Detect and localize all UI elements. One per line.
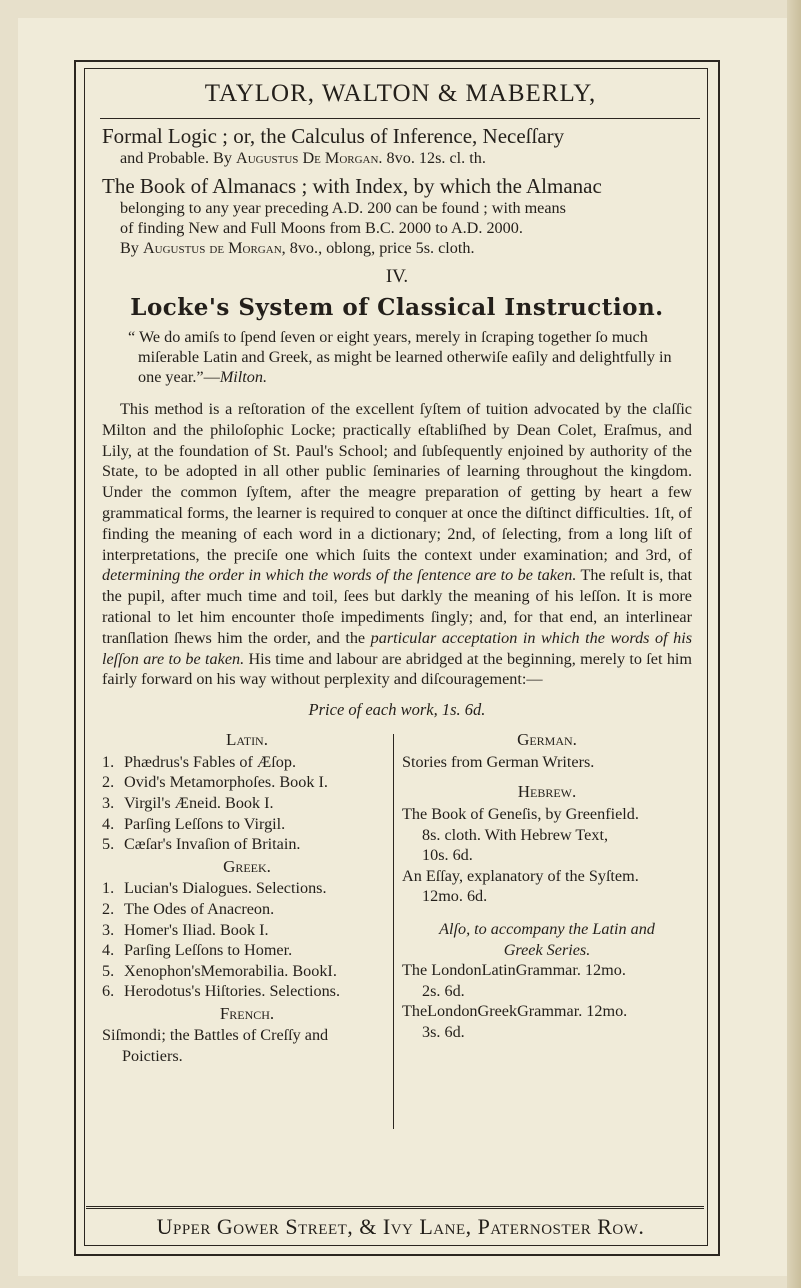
entry-title: Formal Logic ; or, the Calculus of Inference, Neceſſary [102, 124, 565, 148]
price-line: Price of each work, 1s. 6d. [308, 700, 486, 720]
latin-heading: Latin. [226, 730, 268, 750]
german-item: Stories from German Writers. [402, 752, 595, 771]
entry-details: and Probable. By Augustus De Morgan. 8vo. 12s. cl. th. [120, 149, 486, 167]
german-heading: German. [517, 730, 577, 750]
author-name: Augustus De Morgan. [236, 149, 383, 167]
author-name: Augustus de Morgan, [142, 239, 286, 257]
list-item: 3. Virgil's Æneid. Book I. [102, 793, 274, 812]
entry-title: The Book of Almanacs ; with Index, by which the Almanac [102, 174, 602, 198]
greek-heading: Greek. [223, 856, 271, 876]
footer-rule [86, 1206, 704, 1209]
series-listing [102, 728, 692, 1143]
list-item: 3. Homer's Iliad. Book I. [102, 920, 269, 939]
right-column: German. Stories from German Writers. Hebrew. The Book of Geneſis, by Greenfield. 8s. cloth. With Hebrew Text, 10s. 6d. An Eſſay, explanatory of the Syſtem. 12mo. 6d. Alſo, to accompany the Latin and Greek Series. The LondonLatinGrammar. 12mo. 2s. 6d. TheLondonGreekGrammar. 12mo. 3s. 6d. [402, 728, 692, 1042]
list-item: 6. Herodotus's Hiſtories. Selections. [102, 982, 341, 1001]
french-item-continued: Poictiers. [122, 1047, 183, 1066]
milton-quote: “ We do amiſs to ſpend ſeven or eight years, merely in ſcraping together ſo much miſerable Latin and Greek, as might be learned otherwiſe eaſily and delightfully in one year.”—Milton. [128, 328, 672, 386]
entry-book-of-almanacs [102, 174, 692, 258]
also-note: Alſo, to accompany the Latin and [439, 919, 655, 938]
column-divider [393, 734, 394, 1129]
hebrew-essay: An Eſſay, explanatory of the Syſtem. [402, 866, 639, 885]
page-edge [787, 0, 801, 1288]
list-item: 1. Phædrus's Fables of Æſop. [102, 752, 297, 771]
header-rule [100, 118, 700, 119]
latin-grammar: The LondonLatinGrammar. 12mo. [402, 961, 626, 980]
entry-formal-logic [102, 124, 692, 168]
publisher-header: TAYLOR, WALTON & MABERLY, [204, 80, 597, 107]
list-item: 5. Cæſar's Invaſion of Britain. [102, 835, 301, 854]
list-item: 2. The Odes of Anacreon. [102, 899, 275, 918]
list-item: 1. Lucian's Dialogues. Selections. [102, 879, 327, 898]
left-column [102, 728, 392, 1067]
quote-author: Milton. [219, 368, 268, 386]
french-item: Siſmondi; the Battles of Creſſy and [102, 1026, 329, 1045]
list-item: 5. Xenophon'sMemorabilia. BookI. [102, 961, 337, 980]
advertisement-content [102, 124, 692, 1143]
section-number: IV. [385, 266, 409, 287]
list-item: 4. Parſing Leſſons to Homer. [102, 941, 293, 960]
list-item: 4. Parſing Leſſons to Virgil. [102, 814, 286, 833]
section-title: Locke's System of Classical Instruction. [130, 294, 664, 321]
publisher-address: Upper Gower Street, & Ivy Lane, Paternoster Row. [156, 1214, 645, 1239]
hebrew-heading: Hebrew. [517, 782, 577, 802]
greek-grammar: TheLondonGreekGrammar. 12mo. [402, 1002, 628, 1021]
list-item: 2. Ovid's Metamorphoſes. Book I. [102, 773, 328, 792]
entry-details: belonging to any year preceding A.D. 200 can be found ; with means of finding New and Full Moons from B.C. 2000 to A.D. 2000. By Augustus de Morgan, 8vo., oblong, price 5s. cloth. [120, 199, 566, 257]
method-description: This method is a reſtoration of the excellent ſyſtem of tuition advocated by the claſſic Milton and the philoſophic Locke; practically eſtabliſhed by Dean Colet, Eraſmus, and Lily, at the foundation of St. Paul's School; and ſubſequently enjoined by authority of the State, to be adopted in all other public ſeminaries of learning throughout the kingdom. Under the common ſyſtem, after the meagre preparation of getting by heart a few grammatical forms, the learner is required to conquer at once the diſtinct difficulties. 1ſt, of finding the meaning of each word in a dictionary; 2nd, of ſelecting, from a long liſt of interpretations, the preciſe one which ſuits the context under examination; and 3rd, of determining the order in which the words of the ſentence are to be taken. The reſult is, that the pupil, after much time and toil, ſees but darkly the meaning of his leſſon. It is more rational to let him encounter thoſe impediments ſingly; and, for that end, an interlinear tranſlation ſhews him the order, and the particular acceptation in which the words of his leſſon are to be taken. His time and labour are abridged at the beginning, merely to ſet him fairly forward on his way without perplexity and diſcouragement:— [102, 400, 693, 689]
french-heading: French. [219, 1003, 275, 1023]
hebrew-item: The Book of Geneſis, by Greenfield. [402, 804, 639, 823]
